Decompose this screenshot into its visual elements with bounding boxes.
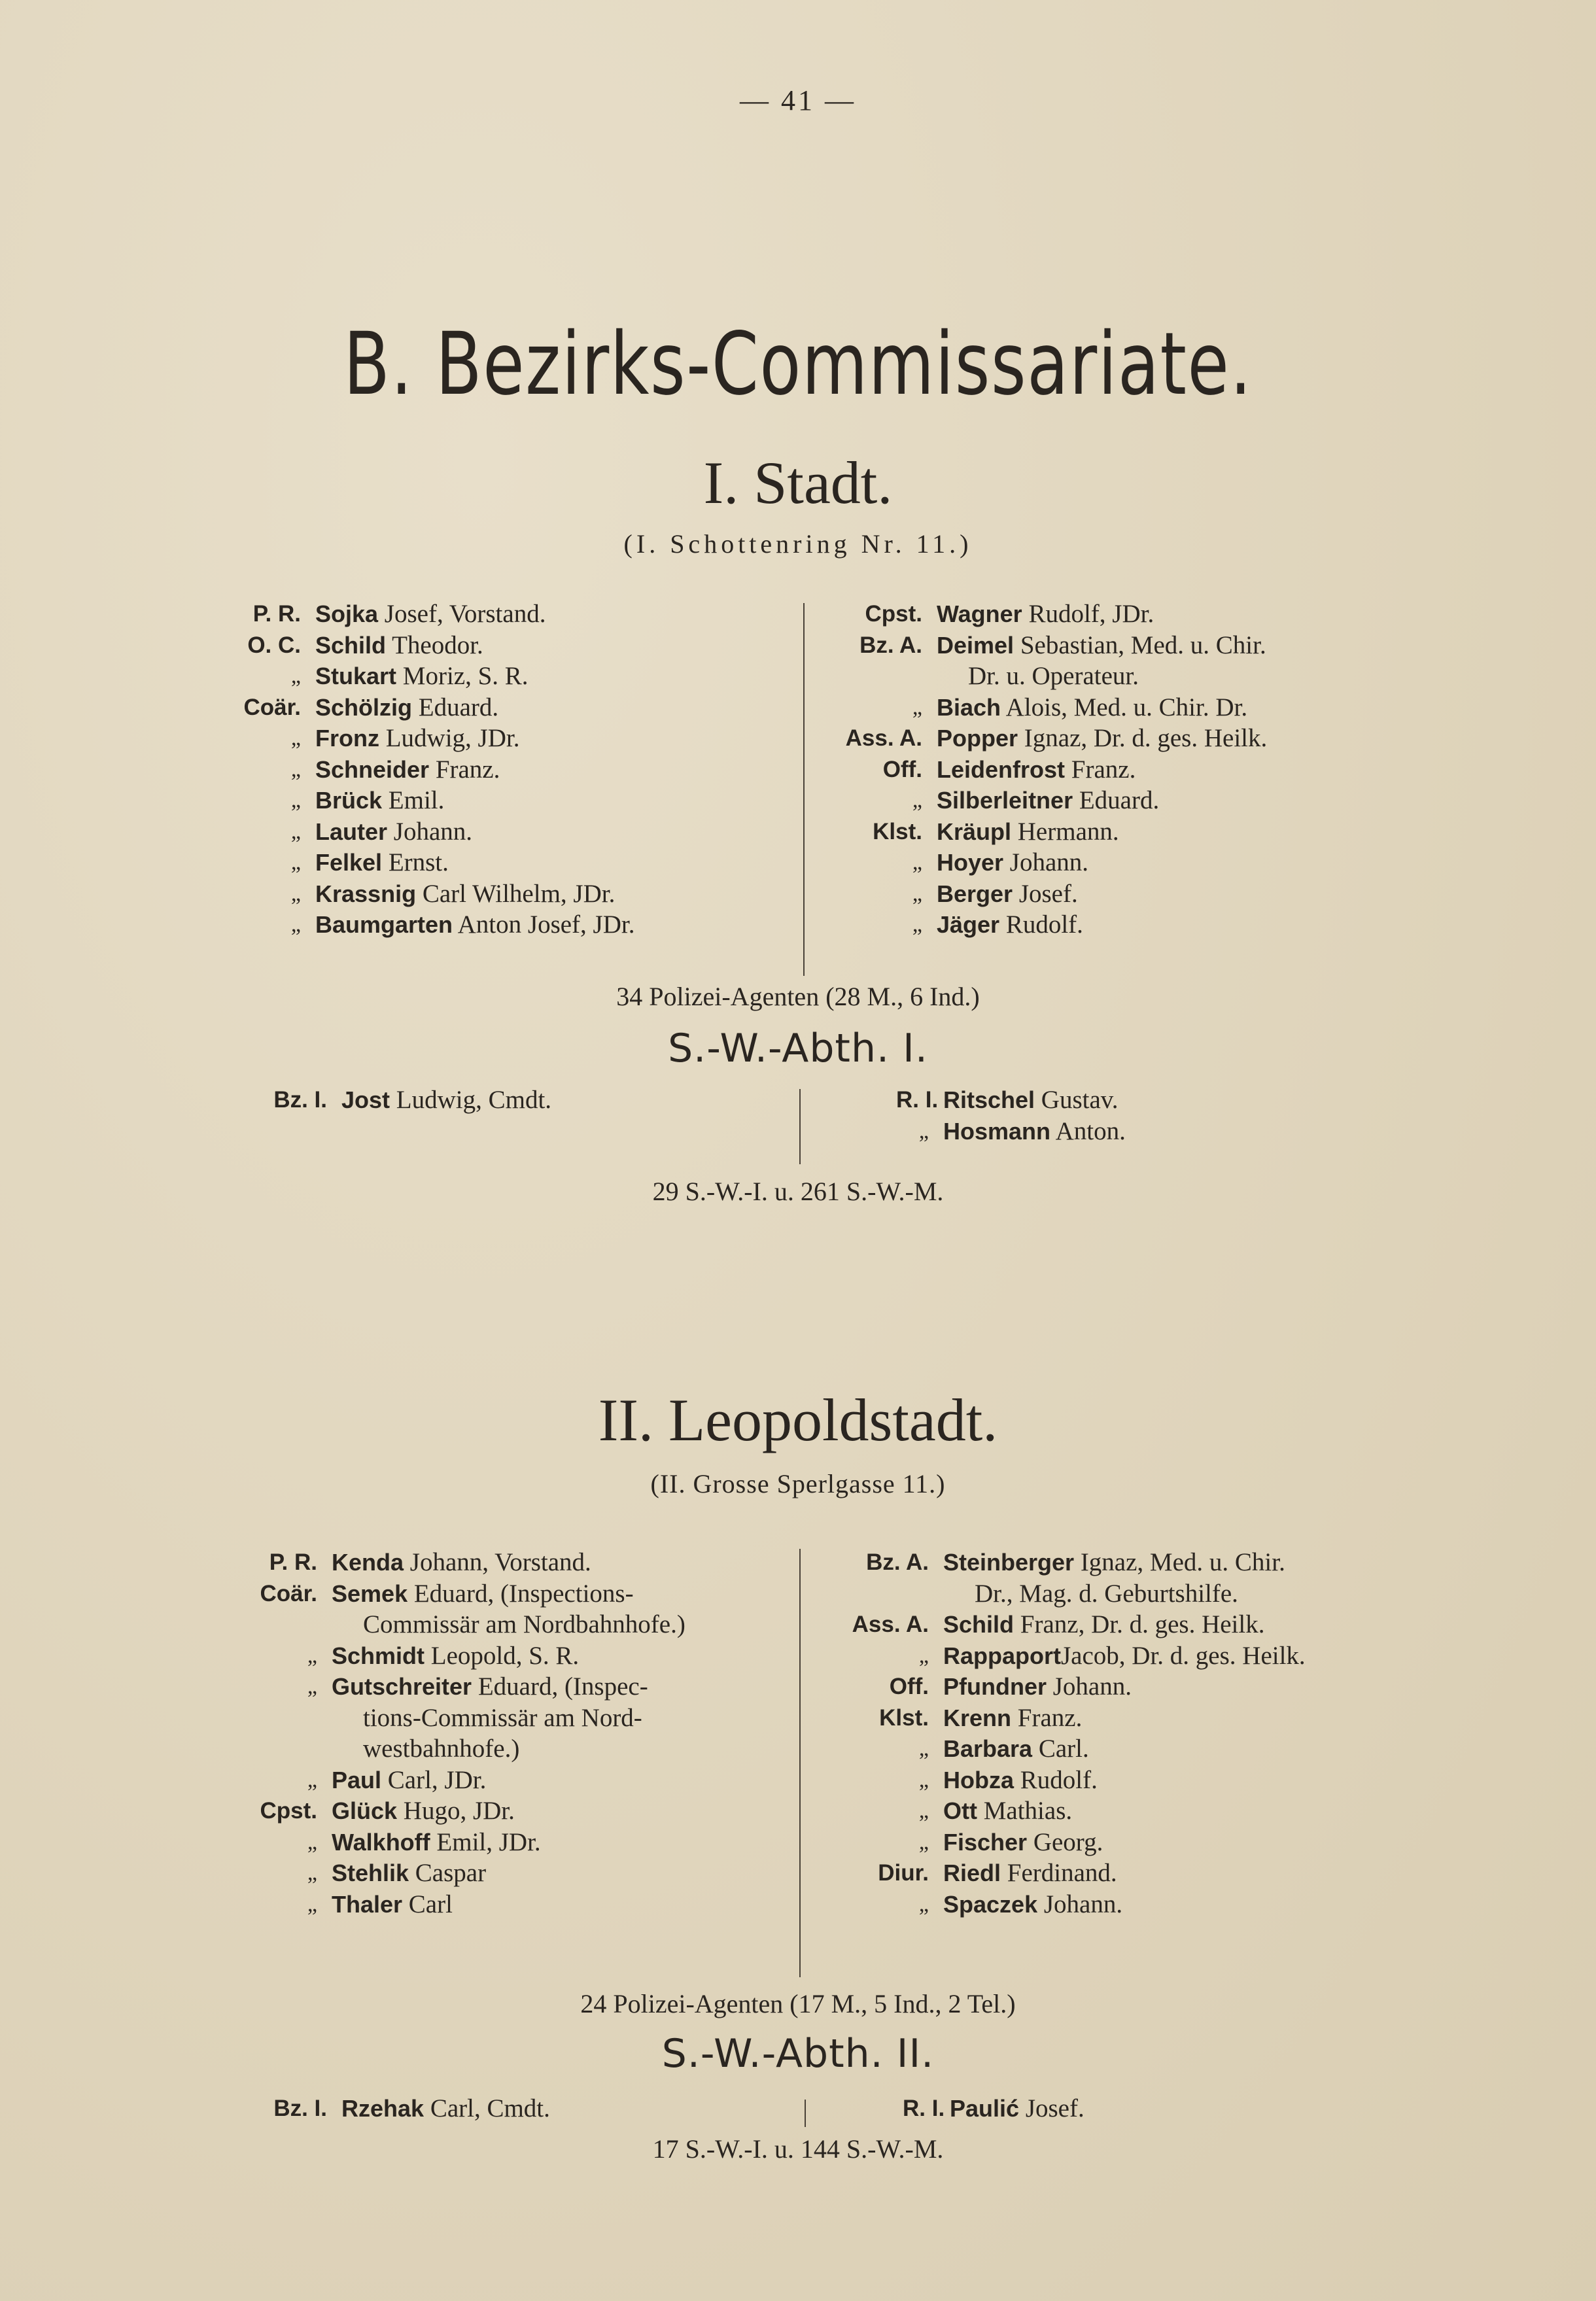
rank-label: Bz. I. [273, 2096, 327, 2121]
rank-label: „ [918, 1892, 929, 1916]
person-details: Commissär am Nordbahnhofe.) [363, 1610, 685, 1638]
abth-total-leopoldstadt: 17 S.-W.-I. u. 144 S.-W.-M. [652, 2134, 944, 2164]
person-surname: Silberleitner [937, 787, 1073, 814]
person-details: Johann. [1047, 1672, 1132, 1701]
person-surname: Pfundner [943, 1673, 1047, 1700]
rank-label: P. R. [269, 1549, 317, 1575]
person-details: Moriz, S. R. [396, 662, 529, 690]
person-details: Ludwig, Cmdt. [390, 1086, 552, 1114]
rank-label: „ [290, 788, 301, 812]
person-surname: Fronz [315, 725, 379, 752]
column-divider [799, 1089, 801, 1164]
person-details: Eduard. [1073, 786, 1160, 814]
person-details: Carl [402, 1890, 453, 1918]
person-surname: Berger [937, 880, 1013, 907]
column-divider [803, 603, 805, 976]
entry-text [332, 1640, 579, 1672]
column-divider [805, 2100, 806, 2127]
entry-text [950, 2093, 1084, 2124]
entry-text [332, 1765, 486, 1796]
rank-label: „ [290, 881, 301, 906]
person-details: Hugo, JDr. [397, 1797, 515, 1825]
entry-text [975, 1578, 1238, 1610]
person-details: Mathias. [977, 1797, 1073, 1825]
rank-label: Off. [889, 1674, 929, 1699]
entry-text [937, 754, 1136, 786]
entry-text [937, 785, 1159, 816]
rank-label: „ [290, 850, 301, 874]
entry-text [315, 692, 498, 723]
entry-text [315, 847, 449, 878]
person-details: Franz. [1065, 755, 1136, 784]
person-details: Leopold, S. R. [425, 1641, 580, 1670]
person-details: Franz, Dr. d. ges. Heilk. [1014, 1610, 1265, 1638]
section-address-leopoldstadt: (II. Grosse Sperlgasse 11.) [650, 1469, 946, 1498]
person-details: Hermann. [1011, 817, 1119, 846]
person-details: Ignaz, Dr. d. ges. Heilk. [1018, 724, 1268, 752]
main-title: B. Bezirks-Commissariate. [343, 314, 1253, 415]
person-surname: Ritschel [943, 1086, 1035, 1113]
rank-label: Ass. A. [852, 1612, 929, 1637]
abth-total-stadt: 29 S.-W.-I. u. 261 S.-W.-M. [652, 1177, 944, 1206]
person-details: Carl Wilhelm, JDr. [416, 879, 616, 908]
person-surname: Krenn [943, 1704, 1012, 1731]
rank-label: Ass. A. [845, 725, 922, 751]
person-details: Johann. [387, 817, 473, 846]
person-details: tions-Commissär am Nord- [363, 1703, 642, 1732]
person-surname: Wagner [937, 600, 1022, 627]
entry-text [943, 1703, 1082, 1734]
rank-label: „ [290, 726, 301, 750]
person-details: Dr., Mag. d. Geburtshilfe. [975, 1579, 1238, 1608]
entry-text [937, 692, 1247, 723]
person-details: Carl, Cmdt. [424, 2094, 550, 2122]
entry-text [315, 598, 546, 630]
rank-label: „ [912, 788, 922, 812]
agents-count-stadt: 34 Polizei-Agenten (28 M., 6 Ind.) [616, 982, 980, 1011]
section-address-stadt: (I. Schottenring Nr. 11.) [623, 529, 973, 559]
rank-label: „ [307, 1892, 317, 1916]
person-details: Johann, Vorstand. [404, 1548, 591, 1576]
entry-text [332, 1671, 648, 1703]
rank-label: „ [307, 1767, 317, 1792]
person-surname: Felkel [315, 849, 383, 876]
person-surname: Gutschreiter [332, 1673, 472, 1700]
person-surname: Riedl [943, 1860, 1001, 1886]
person-surname: Krassnig [315, 880, 417, 907]
person-surname: Jäger [937, 911, 1000, 938]
entry-text [943, 1547, 1285, 1578]
rank-label: „ [307, 1643, 317, 1668]
person-details: Carl, JDr. [381, 1765, 487, 1794]
person-details: Josef. [1019, 2094, 1084, 2122]
rank-label: O. C. [247, 632, 301, 658]
person-surname: Barbara [943, 1735, 1033, 1762]
entry-text [332, 1547, 591, 1578]
entry-text [943, 1889, 1122, 1920]
entry-text [363, 1609, 685, 1640]
person-surname: Schild [943, 1611, 1015, 1638]
entry-text [937, 847, 1088, 878]
entry-text [315, 723, 519, 754]
person-details: Rudolf, JDr. [1022, 600, 1154, 628]
rank-label: Cpst. [260, 1798, 317, 1824]
abth-heading-leopoldstadt: S.-W.-Abth. II. [661, 2031, 935, 2077]
person-surname: Semek [332, 1580, 408, 1607]
entry-text [943, 1116, 1126, 1147]
person-surname: Fischer [943, 1828, 1028, 1856]
rank-label: „ [918, 1767, 929, 1792]
person-surname: Stukart [315, 663, 397, 689]
person-details: westbahnhofe.) [363, 1735, 520, 1763]
rank-label: Klst. [879, 1704, 929, 1731]
entry-text [341, 2093, 550, 2124]
person-details: Johann. [1037, 1890, 1123, 1918]
entry-text [332, 1795, 515, 1827]
rank-label: Bz. A. [859, 632, 922, 658]
rank-label: Off. [882, 756, 922, 782]
person-details: Alois, Med. u. Chir. Dr. [1001, 693, 1248, 721]
person-details: Gustav. [1035, 1086, 1119, 1114]
entry-text [332, 1889, 453, 1920]
person-surname: Walkhoff [332, 1828, 430, 1856]
entry-text [363, 1733, 519, 1765]
person-surname: Rappaport [943, 1642, 1061, 1669]
person-details: Eduard, (Inspections- [408, 1579, 634, 1608]
rank-label: „ [912, 695, 922, 719]
person-surname: Jost [341, 1086, 390, 1113]
person-details: Josef. [1013, 879, 1078, 908]
person-details: Carl. [1032, 1735, 1089, 1763]
rank-label: „ [290, 664, 301, 688]
rank-label: „ [918, 1118, 929, 1143]
person-details: Emil. [382, 786, 445, 814]
person-details: Franz. [429, 755, 500, 784]
person-surname: Schneider [315, 755, 430, 783]
rank-label: „ [307, 1861, 317, 1885]
rank-label: Bz. A. [866, 1549, 929, 1575]
entry-text [968, 661, 1139, 692]
person-surname: Stehlik [332, 1860, 409, 1886]
rank-label: „ [912, 912, 922, 937]
rank-label: Coär. [243, 694, 301, 720]
agents-count-leopoldstadt: 24 Polizei-Agenten (17 M., 5 Ind., 2 Tel.) [580, 1989, 1016, 2018]
person-details: Sebastian, Med. u. Chir. [1014, 631, 1266, 659]
person-details: Anton. [1050, 1116, 1126, 1145]
person-details: Eduard. [412, 693, 499, 721]
person-details: Rudolf. [1014, 1765, 1098, 1794]
person-surname: Rzehak [341, 2095, 425, 2122]
entry-text [315, 909, 634, 941]
person-details: Johann. [1003, 848, 1089, 876]
entry-text [315, 754, 500, 786]
entry-text [332, 1858, 486, 1889]
entry-text [943, 1827, 1103, 1858]
person-surname: Popper [937, 725, 1018, 752]
entry-text [315, 630, 483, 661]
person-surname: Paul [332, 1766, 382, 1793]
entry-text [943, 1609, 1264, 1640]
person-details: Ferdinand. [1001, 1859, 1117, 1887]
rank-label: „ [918, 1799, 929, 1823]
person-surname: Thaler [332, 1890, 403, 1918]
person-details: Ignaz, Med. u. Chir. [1074, 1548, 1285, 1576]
entry-text [943, 1640, 1306, 1672]
entry-text [332, 1827, 541, 1858]
person-details: Georg. [1027, 1827, 1103, 1856]
person-surname: Kenda [332, 1549, 404, 1576]
entry-text [315, 661, 529, 692]
entry-text [315, 878, 615, 910]
column-divider [799, 1549, 801, 1977]
entry-text [937, 630, 1266, 661]
person-details: Eduard, (Inspec- [472, 1672, 648, 1701]
person-details: Theodor. [386, 631, 483, 659]
section-heading-leopoldstadt: II. Leopoldstadt. [598, 1387, 998, 1453]
entry-text [937, 816, 1119, 848]
section-heading-stadt: I. Stadt. [703, 449, 893, 516]
rank-label: Diur. [878, 1860, 929, 1886]
person-details: Emil, JDr. [430, 1827, 541, 1856]
person-details: Josef, Vorstand. [378, 600, 546, 628]
rank-label: „ [912, 881, 922, 906]
person-details: Franz. [1011, 1703, 1083, 1732]
person-surname: Brück [315, 787, 383, 814]
person-surname: Steinberger [943, 1549, 1075, 1576]
person-surname: Schölzig [315, 693, 413, 721]
person-details: Jacob, Dr. d. ges. Heilk. [1061, 1641, 1306, 1670]
person-surname: Glück [332, 1797, 398, 1824]
person-surname: Kräupl [937, 818, 1012, 845]
person-details: Anton Josef, JDr. [453, 910, 635, 939]
rank-label: „ [918, 1829, 929, 1854]
rank-label: „ [912, 850, 922, 874]
rank-label: R. I. [903, 2096, 945, 2121]
rank-label: „ [307, 1674, 317, 1699]
person-surname: Spaczek [943, 1890, 1038, 1918]
person-details: Ludwig, JDr. [379, 724, 520, 752]
person-surname: Schild [315, 631, 387, 659]
person-surname: Leidenfrost [937, 755, 1066, 783]
person-details: Ernst. [382, 848, 449, 876]
entry-text [943, 1765, 1098, 1796]
entry-text [943, 1858, 1117, 1889]
abth-heading-stadt: S.-W.-Abth. I. [668, 1026, 928, 1071]
entry-text [943, 1671, 1132, 1703]
person-details: Rudolf. [999, 910, 1083, 939]
entry-text [943, 1084, 1119, 1116]
entry-text [315, 785, 444, 816]
rank-label: P. R. [252, 601, 301, 627]
person-surname: Biach [937, 693, 1001, 721]
rank-label: „ [918, 1737, 929, 1761]
entry-text [937, 878, 1078, 910]
person-surname: Ott [943, 1797, 977, 1824]
person-surname: Deimel [937, 631, 1015, 659]
person-surname: Hosmann [943, 1117, 1051, 1145]
entry-text [937, 723, 1267, 754]
entry-text [341, 1084, 551, 1116]
rank-label: „ [290, 819, 301, 844]
person-surname: Hobza [943, 1766, 1014, 1793]
entry-text [943, 1733, 1089, 1765]
rank-label: „ [290, 757, 301, 782]
rank-label: Coär. [260, 1580, 317, 1606]
entry-text [937, 598, 1154, 630]
rank-label: Klst. [873, 818, 922, 844]
page-number: — 41 — [740, 84, 856, 116]
entry-text [315, 816, 472, 848]
entry-text [363, 1703, 642, 1734]
entry-text [937, 909, 1083, 941]
person-surname: Schmidt [332, 1642, 425, 1669]
rank-label: Bz. I. [273, 1087, 327, 1113]
rank-label: „ [290, 912, 301, 937]
person-surname: Baumgarten [315, 911, 453, 938]
rank-label: „ [307, 1829, 317, 1854]
rank-label: Cpst. [865, 601, 922, 627]
rank-label: „ [918, 1643, 929, 1668]
person-details: Dr. u. Operateur. [968, 662, 1139, 690]
person-surname: Sojka [315, 600, 379, 627]
rank-label: R. I. [896, 1087, 939, 1113]
person-details: Caspar [409, 1859, 487, 1887]
entry-text [943, 1795, 1072, 1827]
entry-text [332, 1578, 634, 1610]
person-surname: Hoyer [937, 849, 1004, 876]
person-surname: Lauter [315, 818, 388, 845]
person-surname: Paulić [950, 2095, 1020, 2122]
